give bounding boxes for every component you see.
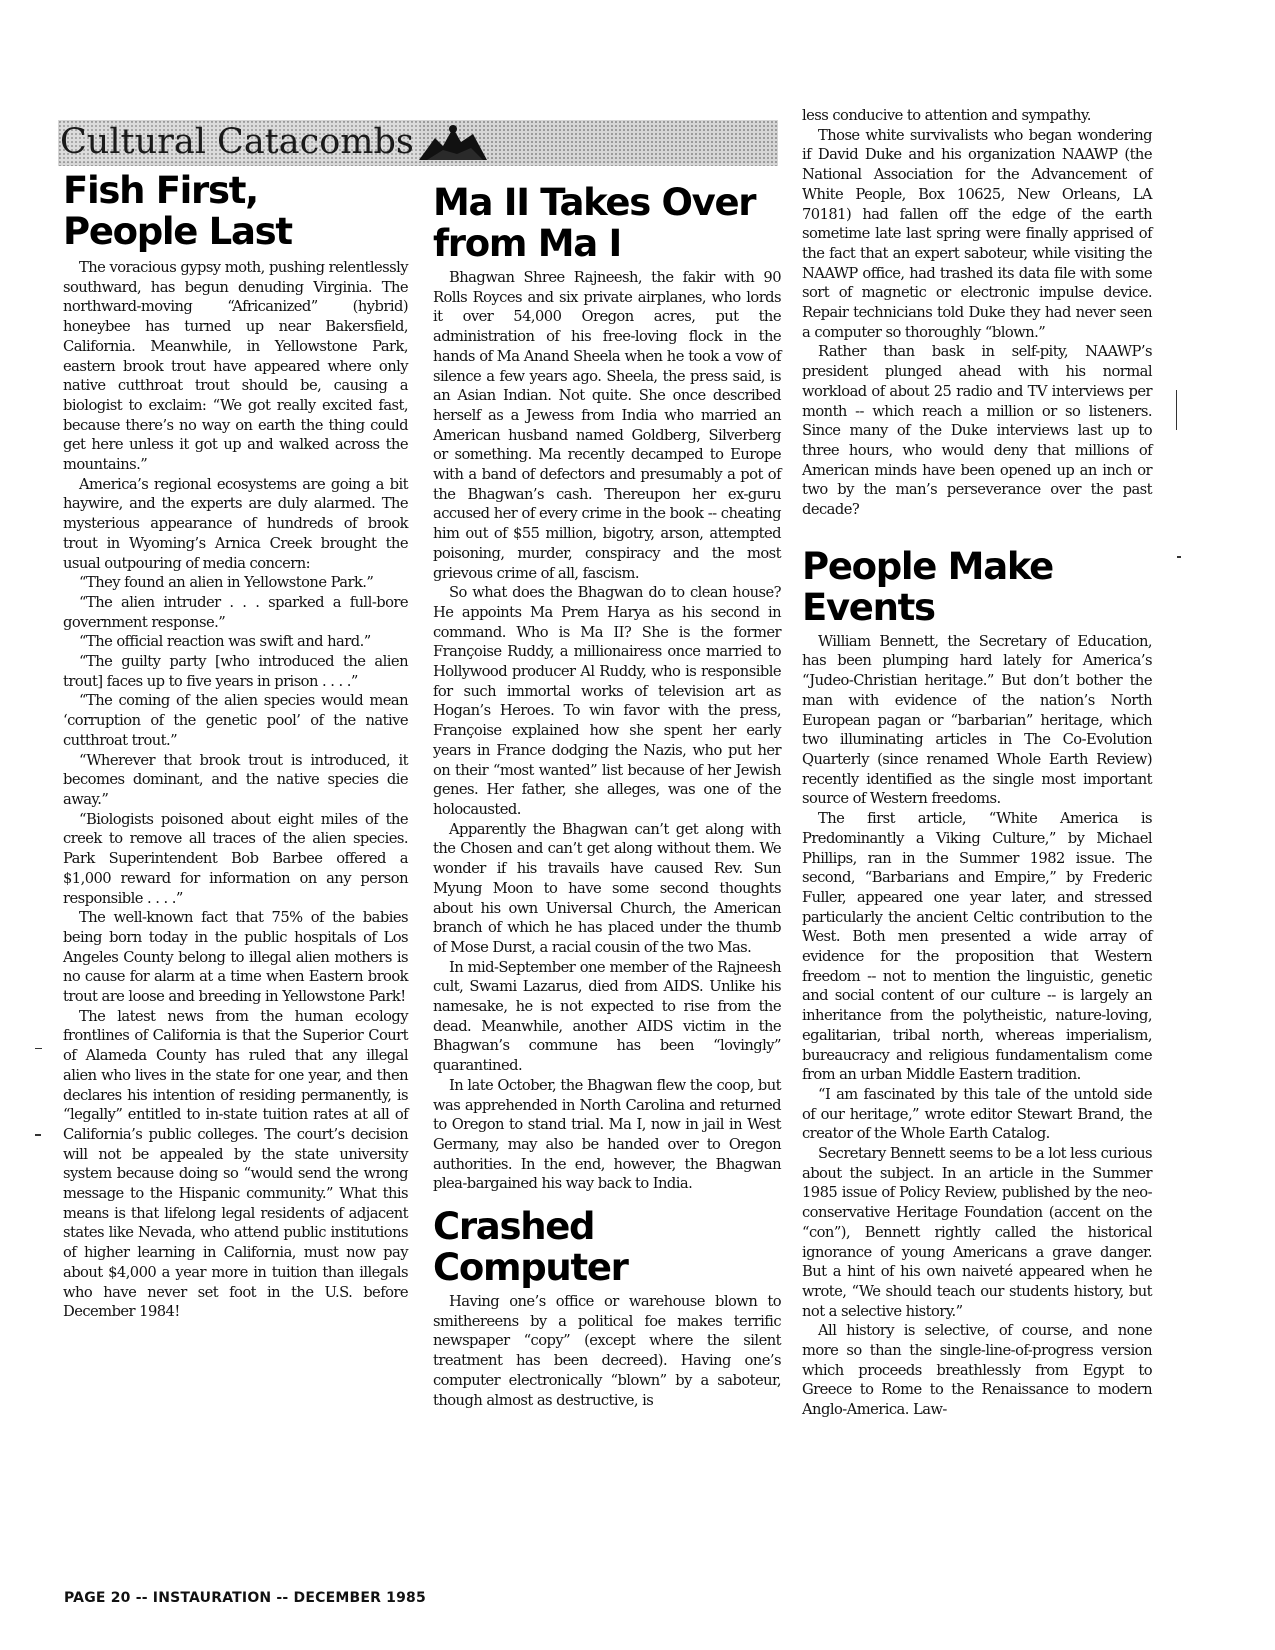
article-body-crashed-computer [433,1292,781,1410]
page-footer: PAGE 20 -- INSTAURATION -- DECEMBER 1985 [64,1590,426,1606]
headline-fish-first [63,170,408,252]
paragraph: All history is selective, of course, and none more so than the single-line-of-progress version which proceeds breathlessly from Egypt to Greece to Rome to the Renaissance to modern Anglo-America. Law- [802,1322,1152,1419]
reclining-figure-emblem-icon [413,120,495,166]
article-body-fish-first [63,258,408,1322]
scan-mark [35,1048,42,1049]
scan-mark [1176,390,1177,430]
section-title: Cultural Catacombs [60,122,420,162]
headline-ma-ii [433,182,781,264]
headline-line: from Ma I [433,222,621,265]
paragraph: “I am fascinated by this tale of the untold side of our heritage,” wrote editor Stewart Brand, the creator of the Whole Earth Catalog. [802,1085,1152,1143]
section-banner [58,120,778,166]
paragraph: Bhagwan Shree Rajneesh, the fakir with 90 Rolls Royces and six private airplanes, who lords it over 54,000 Oregon acres, put the administration of his free-loving flock in the hands of Ma Anand Sheela when he took a vow of silence a few years ago. Sheela, the press said, is an Asian Indian. Not quite. She once described herself as a Jewess from India who married an American husband named Goldberg, Silverberg or something. Ma recently decamped to Europe with a band of defectors and presumably a pot of the Bhagwan’s cash. Thereupon her ex-guru accused her of every crime in the book -- cheating him out of $55 million, bigotry, arson, attempted poisoning, murder, conspiracy and the most grievous crime of all, fascism. [433,269,781,582]
scan-mark [1177,556,1181,558]
headline-crashed-computer: Crashed Computer [433,1205,628,1290]
paragraph: less conducive to attention and sympathy. [802,107,1091,124]
quote-paragraph: “The alien intruder . . . sparked a full-bore government response.” [63,593,408,631]
paragraph: In mid-September one member of the Rajneesh cult, Swami Lazarus, died from AIDS. Unlike his namesake, he is not expected to rise from the dead. Meanwhile, another AIDS victim in the Bhagwan’s commune has been “lovingly” quarantined. [433,958,781,1075]
article-body-people-make-events [802,632,1152,1420]
quote-paragraph: “They found an alien in Yellowstone Park.” [79,574,374,592]
headline-people-make-events: People Make Events [802,544,1053,629]
paragraph: The latest news from the human ecology frontlines of California is that the Superior Court of Alameda County has ruled that any illegal alien who lives in the state for one year, and then declares his intention of residing permanently, is “legally” entitled to in-state tuition rates at all of California’s public colleges. The court’s decision will not be appealed by the state university system because doing so “would send the wrong message to the Hispanic community.” What this means is that lifelong legal residents of adjacent states like Nevada, who attend public institutions of higher learning in California, must now pay about $4,000 a year more in tuition than illegals who have never set foot in the U.S. before December 1984! [63,1007,408,1321]
paragraph: America’s regional ecosystems are going a bit haywire, and the experts are duly alarmed. The mysterious appearance of hundreds of brook trout in Wyoming’s Arnica Creek brought the usual outpouring of media concern: [63,475,408,572]
quote-paragraph: “The guilty party [who introduced the alien trout] faces up to five years in prison . . . .” [63,653,408,690]
paragraph: The well-known fact that 75% of the babies being born today in the public hospitals of Los Angeles County belong to illegal alien mothers is no cause for alarm at a time when Eastern brook trout are loose and breeding in Yellowstone Park! [63,909,408,1006]
paragraph: Apparently the Bhagwan can’t get along with the Chosen and can’t get along without them. We wonder if his travails have caused Rev. Sun Myung Moon to have some second thoughts about his own Universal Church, the American branch of which he has placed under the thumb of Mose Durst, a racial cousin of the two Mas. [433,820,781,956]
quote-paragraph: “The coming of the alien species would mean ‘corruption of the genetic pool’ of the native cutthroat trout.” [63,692,408,749]
paragraph: Rather than bask in self-pity, NAAWP’s president plunged ahead with his normal workload of about 25 radio and TV interviews per month -- which reach a million or so listeners. Since many of the Duke interviews last up to three hours, who would deny that millions of American minds have been opened up an inch or two by the man’s perseverance over the past decade? [802,343,1152,519]
scan-mark [35,1134,41,1136]
column-2 [433,182,781,1410]
quote-paragraph: “Wherever that brook trout is introduced, it becomes dominant, and the native species die away.” [63,751,408,808]
paragraph: The first article, “White America is Predominantly a Viking Culture,” by Michael Phillips, ran in the Summer 1982 issue. The second, “Barbarians and Empire,” by Frederic Fuller, appeared one year later, and stressed particularly the ancient Celtic contribution to the West. Both men presented a wide array of evidence for the proposition that Western freedom -- not to mention the linguistic, genetic and social content of our culture -- is largely an inheritance from the polytheistic, nature-loving, egalitarian, tribal north, whereas imperialism, bureaucracy and religious fundamentalism come from an urban Middle Eastern tradition. [802,810,1152,1084]
column-3 [802,106,1152,1420]
article-body-ma-ii [433,268,781,1194]
headline-line: People Last [63,210,292,253]
paragraph: Secretary Bennett seems to be a lot less curious about the subject. In an article in the Summer 1985 issue of Policy Review, published by the neo-conservative Heritage Foundation (accent on the “con”), Bennett rightly called the historical ignorance of young Americans a grave danger. But a hint of his own naiveté appeared when he wrote, “We should teach our students history, but not a selective history.” [802,1145,1152,1320]
quote-paragraph: “Biologists poisoned about eight miles of the creek to remove all traces of the alien species. Park Superintendent Bob Barbee offered a $1,000 reward for information on any person responsible . . . .” [63,810,408,907]
quote-paragraph: “The official reaction was swift and hard.” [79,633,371,651]
column-1 [63,170,408,1322]
paragraph: In late October, the Bhagwan flew the coop, but was apprehended in North Carolina and returned to Oregon to stand trial. Ma I, now in jail in West Germany, may also be handed over to Oregon authorities. In the end, however, the Bhagwan plea-bargained his way back to India. [433,1076,781,1193]
paragraph: So what does the Bhagwan do to clean house? He appoints Ma Prem Harya as his second in command. Who is Ma II? She is the former Françoise Ruddy, a millionairess once married to Hollywood producer Al Ruddy, who is responsible for such immortal works of television art as Hogan’s Heroes. To win favor with the press, Françoise explained how she spent her early years in France dodging the Nazis, who put her on their “most wanted” list because of her Jewish genes. Her father, she alleges, was one of the holocausted. [433,584,781,818]
headline-line: Ma II Takes Over [433,181,756,224]
headline-line: Fish First, [63,169,258,212]
paragraph: The voracious gypsy moth, pushing relentlessly southward, has begun denuding Virginia. The northward-moving “Africanized” (hybrid) honeybee has turned up near Bakersfield, California. Meanwhile, in Yellowstone Park, eastern brook trout have appeared where only native cutthroat trout should be, causing a biologist to exclaim: “We got really excited fast, because there’s no way on earth the thing could get here unless it got up and walked across the mountains.” [63,259,408,474]
article-body-crashed-computer-continued [802,106,1152,520]
paragraph: Those white survivalists who began wondering if David Duke and his organization NAAWP (the National Association for the Advancement of White People, Box 10625, New Orleans, LA 70181) had fallen off the edge of the earth sometime late last spring were finally apprised of the fact that an expert saboteur, while visiting the NAAWP office, had trashed its data file with some sort of magnetic or electronic impulse device. Repair technicians told Duke they had never seen a computer so thoroughly “blown.” [802,126,1152,341]
paragraph: Having one’s office or warehouse blown to smithereens by a political foe makes terrific newspaper “copy” (except where the silent treatment has been decreed). Having one’s computer electronically “blown” by a saboteur, though almost as destructive, is [433,1293,781,1409]
paragraph: William Bennett, the Secretary of Education, has been plumping hard lately for America’s “Judeo-Christian heritage.” But don’t bother the man with evidence of the nation’s North European pagan or “barbarian” heritage, which two illuminating articles in The Co-Evolution Quarterly (since renamed Whole Earth Review) recently identified as the single most important source of Western freedoms. [802,632,1152,808]
